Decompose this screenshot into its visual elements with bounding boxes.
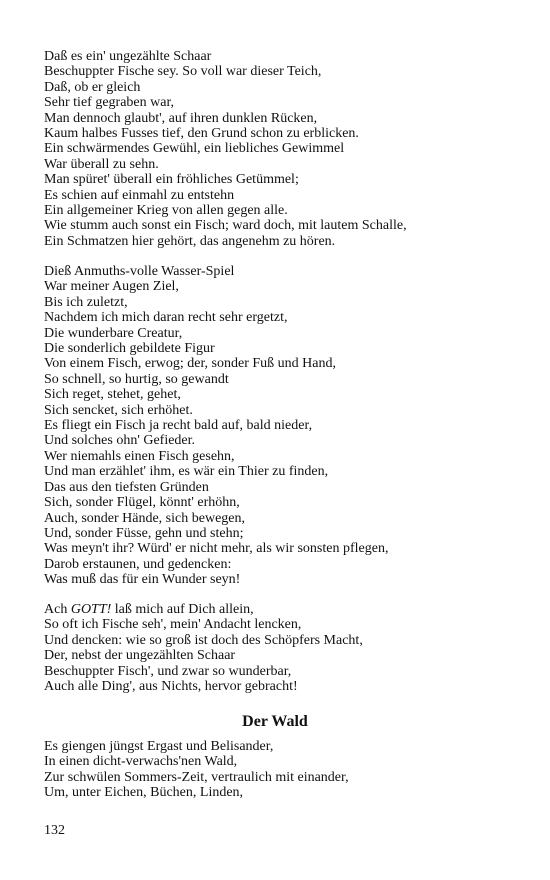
poem-stanza <box>44 602 363 694</box>
page-number: 132 <box>44 823 65 838</box>
poem-line: Darob erstaunen, und gedencken: <box>44 556 232 572</box>
poem-line: Auch alle Ding', aus Nichts, hervor gebracht! <box>44 679 298 695</box>
poem-line: Es schien auf einmahl zu entstehn <box>44 187 235 203</box>
poem-line: Es fliegt ein Fisch ja recht bald auf, bald nieder, <box>44 418 313 434</box>
poem-line: Das aus den tiefsten Gründen <box>44 479 209 495</box>
poem-line: So oft ich Fische seh', mein' Andacht lencken, <box>44 617 302 633</box>
poem-line: Auch, sonder Hände, sich bewegen, <box>44 510 245 526</box>
poem-line: Und, sonder Füsse, gehn und stehn; <box>44 525 244 541</box>
poem-line: Die wunderbare Creatur, <box>44 325 183 341</box>
poem-line: Daß, ob er gleich <box>44 79 141 95</box>
poem-line: Bis ich zuletzt, <box>44 294 128 310</box>
poem-line: Beschuppter Fische sey. So voll war dieser Teich, <box>44 64 322 80</box>
poem-line: Dieß Anmuths-volle Wasser-Spiel <box>44 264 235 279</box>
poem-line: War überall zu sehn. <box>44 156 159 172</box>
poem-line: Und dencken: wie so groß ist doch des Schöpfers Macht, <box>44 632 363 648</box>
poem-line: Von einem Fisch, erwog; der, sonder Fuß und Hand, <box>44 356 336 372</box>
poem-line: Der, nebst der ungezählten Schaar <box>44 648 236 664</box>
poem-line: Was muß das für ein Wunder seyn! <box>44 572 241 588</box>
poem-line: Ach GOTT! laß mich auf Dich allein, <box>44 602 254 617</box>
poem-line: In einen dicht-verwachs'nen Wald, <box>44 754 238 770</box>
poem-line: Die sonderlich gebildete Figur <box>44 341 215 357</box>
poem-line: Wer niemahls einen Fisch gesehn, <box>44 448 235 464</box>
poem-line: Sich sencket, sich erhöhet. <box>44 402 193 418</box>
poem-line: Wie stumm auch sonst ein Fisch; ward doch, mit lautem Schalle, <box>44 218 407 234</box>
poem-line: Ein allgemeiner Krieg von allen gegen alle. <box>44 203 288 219</box>
poem-line: War meiner Augen Ziel, <box>44 279 179 295</box>
poem-title: Der Wald <box>242 713 308 730</box>
poem-line: Sehr tief gegraben war, <box>44 95 175 111</box>
poem-stanza <box>44 49 407 249</box>
poem-line: Man dennoch glaubt', auf ihren dunklen Rücken, <box>44 110 318 126</box>
poem-line: Nachdem ich mich daran recht sehr ergetzt, <box>44 310 288 326</box>
poem-stanza <box>44 264 388 588</box>
poem-line: Es giengen jüngst Ergast und Belisander, <box>44 739 274 754</box>
poem-line: Und man erzählet' ihm, es wär ein Thier zu finden, <box>44 464 329 480</box>
poem-line: Ein schwärmendes Gewühl, ein liebliches Gewimmel <box>44 141 345 157</box>
poem-line: Sich, sonder Flügel, könnt' erhöhn, <box>44 495 240 511</box>
poem-line: Kaum halbes Fusses tief, den Grund schon zu erblicken. <box>44 126 359 142</box>
poem-line: Man spüret' überall ein fröhliches Getümmel; <box>44 172 299 188</box>
poem-line: Beschuppter Fisch', und zwar so wunderbar, <box>44 663 292 679</box>
poem-line: Zur schwülen Sommers-Zeit, vertraulich mit einander, <box>44 769 349 785</box>
poem-line: Was meyn't ihr? Würd' er nicht mehr, als wir sonsten pflegen, <box>44 541 389 557</box>
poem-line: So schnell, so hurtig, so gewandt <box>44 371 229 387</box>
poem-line: Ein Schmatzen hier gehört, das angenehm zu hören. <box>44 233 336 249</box>
poem-line: Daß es ein' ungezählte Schaar <box>44 49 212 64</box>
emphasized-text: GOTT! <box>70 602 112 617</box>
poem-line: Um, unter Eichen, Büchen, Linden, <box>44 785 244 801</box>
poem-line: Und solches ohn' Gefieder. <box>44 433 196 449</box>
poem-line: Sich reget, stehet, gehet, <box>44 387 181 403</box>
poem-stanza <box>44 739 349 801</box>
